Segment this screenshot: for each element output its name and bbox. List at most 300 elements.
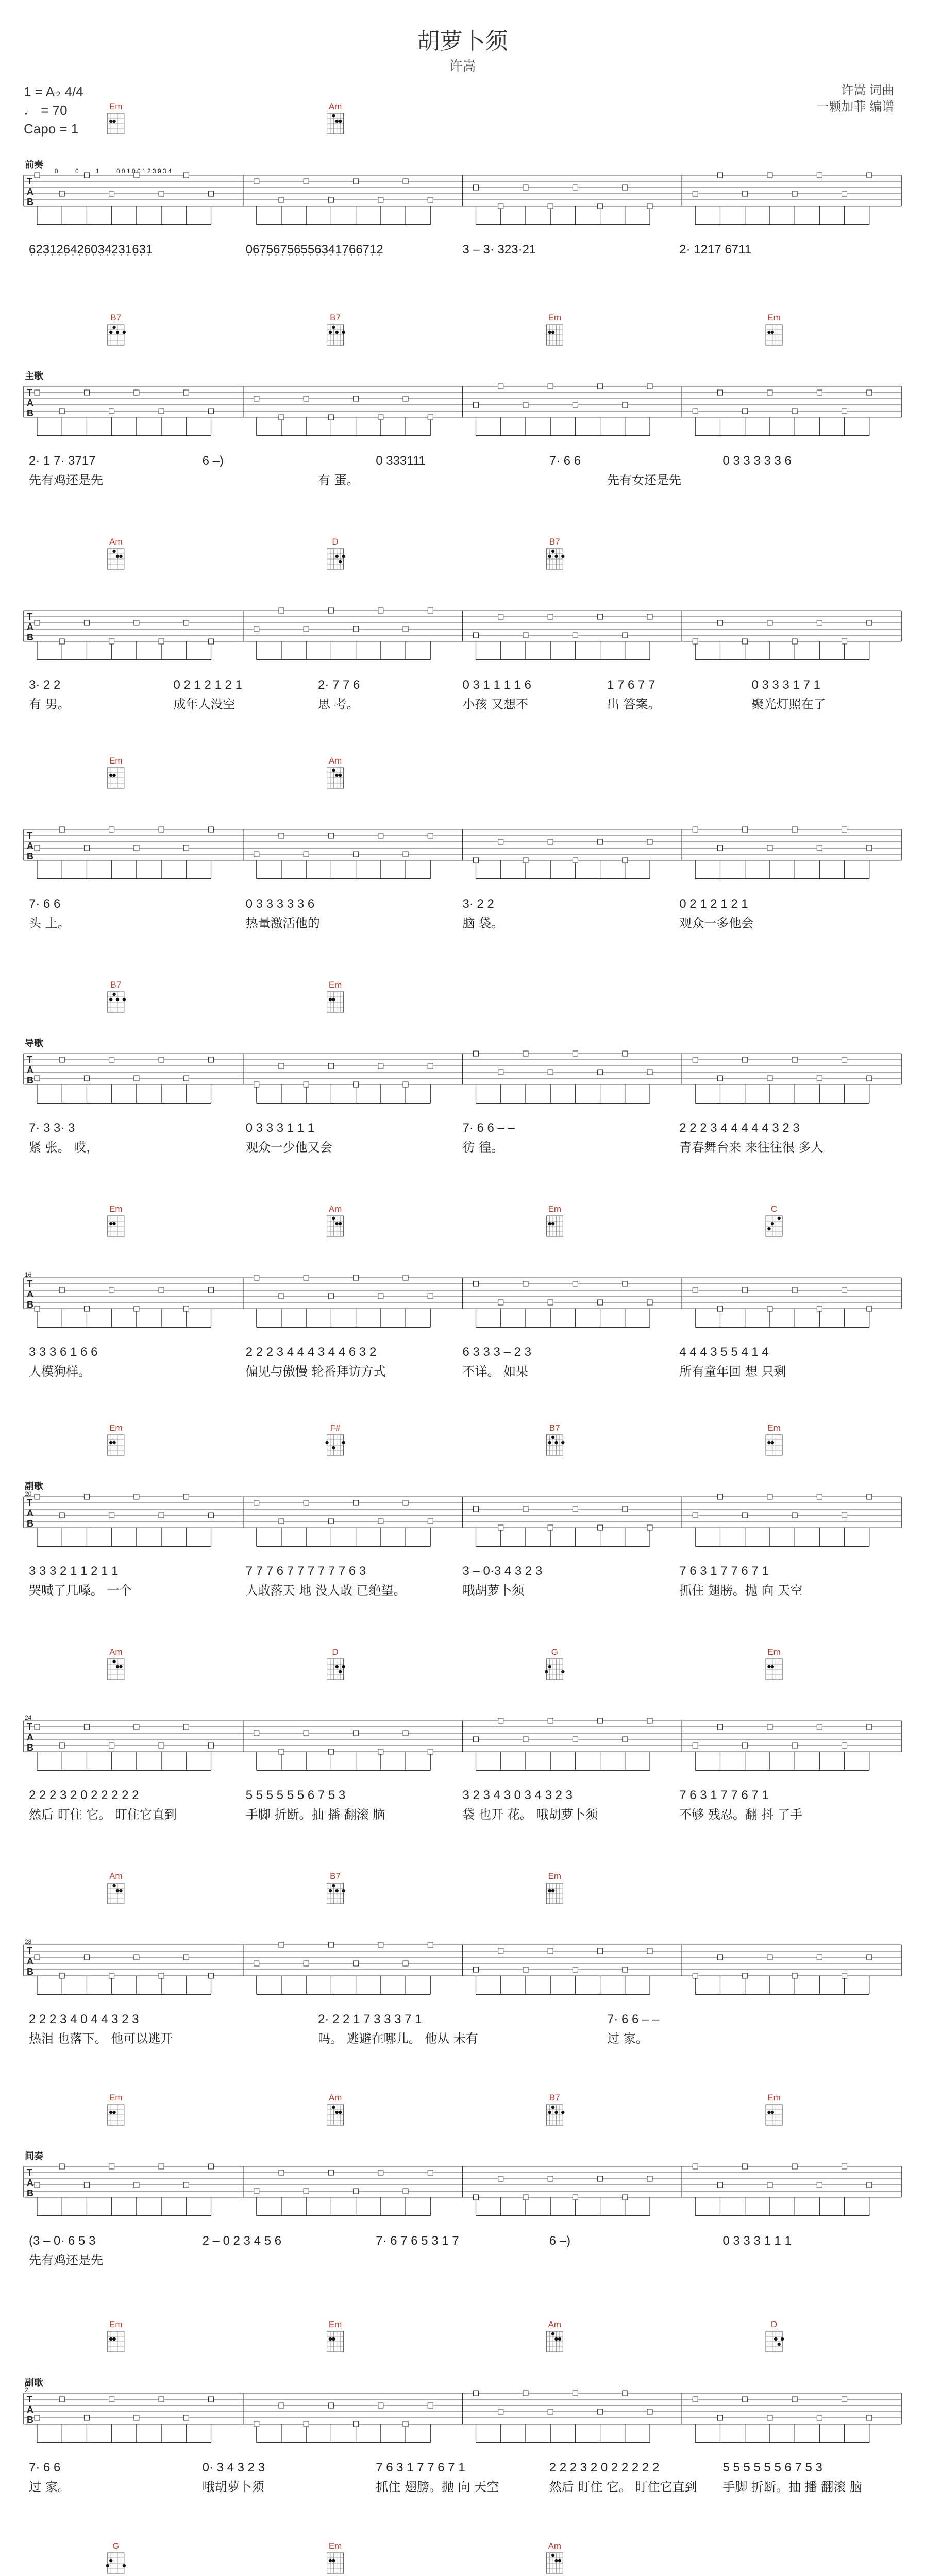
- tab-note-mark: [354, 1082, 359, 1087]
- tab-note-mark: [428, 1063, 433, 1069]
- jianpu-notation: 0 333111: [376, 454, 426, 468]
- tab-note-mark: [59, 827, 64, 832]
- fret-number: 2 3 4: [158, 167, 172, 175]
- chord-finger-dot: [767, 1665, 770, 1668]
- tab-note-mark: [717, 1494, 722, 1499]
- tab-note-mark: [304, 626, 309, 632]
- tab-note-mark: [623, 1737, 628, 1742]
- tab-note-mark: [109, 1057, 114, 1062]
- tab-note-mark: [304, 396, 309, 401]
- tab-note-mark: [304, 179, 309, 184]
- bar-number: 16: [25, 1271, 32, 1278]
- tab-clef-letter: T: [27, 2394, 32, 2404]
- lyric-line: 所有童年回 想 只剩: [679, 1364, 786, 1379]
- tab-note-mark: [498, 1070, 503, 1075]
- key-signature: 1 = A♭ 4/4: [24, 84, 83, 99]
- jianpu-notation: 2· 1217 6711: [679, 243, 751, 257]
- tab-note-mark: [693, 2164, 698, 2169]
- chord-finger-dot: [109, 1441, 112, 1444]
- tab-note-mark: [328, 2170, 333, 2175]
- tab-note-mark: [573, 402, 578, 408]
- tab-note-mark: [84, 2415, 89, 2420]
- tab-note-mark: [573, 1737, 578, 1742]
- tab-note-mark: [354, 1275, 359, 1280]
- tab-note-mark: [84, 1724, 89, 1730]
- tab-note-mark: [693, 1743, 698, 1748]
- chord-finger-dot: [342, 555, 345, 558]
- chord-finger-dot: [119, 555, 122, 558]
- tab-clef-letter: T: [27, 831, 32, 841]
- tab-note-mark: [498, 2409, 503, 2414]
- fret-number: 0: [55, 167, 58, 175]
- chord-finger-dot: [123, 331, 126, 334]
- chord-name: B7: [110, 980, 122, 990]
- tab-note-mark: [279, 415, 284, 420]
- tab-note-mark: [717, 1076, 722, 1081]
- tab-note-mark: [134, 1076, 139, 1081]
- jianpu-notation: 0 2 1 2 1 2 1: [679, 897, 748, 911]
- tab-clef-letter: B: [27, 1518, 33, 1529]
- lyric-line: 不详。 如果: [462, 1364, 529, 1379]
- tab-note-mark: [59, 1057, 64, 1062]
- tab-note-mark: [134, 390, 139, 395]
- tab-note-mark: [767, 1955, 772, 1960]
- chord-finger-dot: [335, 2111, 339, 2114]
- tab-note-mark: [743, 639, 748, 644]
- tab-note-mark: [378, 833, 383, 838]
- chord-finger-dot: [119, 1665, 122, 1668]
- jianpu-notation: 6 –): [202, 454, 224, 468]
- chord-finger-dot: [109, 331, 112, 334]
- tab-note-mark: [598, 1300, 603, 1305]
- tab-clef-letter: T: [27, 1055, 32, 1065]
- tab-note-mark: [573, 633, 578, 638]
- tab-note-mark: [867, 173, 872, 178]
- chord-finger-dot: [109, 2337, 112, 2341]
- jianpu-notation: 6 3 3 3 – 2 3: [462, 1345, 531, 1359]
- tab-note-mark: [403, 626, 408, 632]
- tab-note-mark: [474, 1051, 479, 1056]
- tab-note-mark: [209, 2164, 214, 2169]
- tab-note-mark: [693, 1057, 698, 1062]
- tab-note-mark: [183, 2415, 189, 2420]
- chord-finger-dot: [116, 331, 119, 334]
- tab-note-mark: [279, 1942, 284, 1947]
- tab-note-mark: [647, 1718, 652, 1723]
- tab-note-mark: [59, 1287, 64, 1293]
- tab-note-mark: [354, 2421, 359, 2427]
- lyric-line: 过 家。: [29, 2480, 70, 2494]
- tab-note-mark: [279, 608, 284, 613]
- tab-note-mark: [84, 845, 89, 851]
- tab-note-mark: [548, 2409, 553, 2414]
- lyric-line: 彷 徨。: [462, 1140, 504, 1155]
- tab-note-mark: [598, 1525, 603, 1530]
- chord-name: Em: [109, 101, 123, 111]
- tab-note-mark: [403, 1275, 408, 1280]
- tab-note-mark: [134, 1724, 139, 1730]
- tab-note-mark: [209, 1513, 214, 1518]
- lyric-line: 成年人没空: [173, 697, 236, 711]
- tab-note-mark: [183, 390, 189, 395]
- tab-note-mark: [548, 839, 553, 844]
- tab-note-mark: [792, 2397, 797, 2402]
- tab-note-mark: [134, 1494, 139, 1499]
- tab-note-mark: [647, 384, 652, 389]
- chord-finger-dot: [342, 331, 345, 334]
- tab-note-mark: [59, 1743, 64, 1748]
- tab-note-mark: [623, 1506, 628, 1512]
- tab-note-mark: [623, 858, 628, 863]
- chord-finger-dot: [339, 774, 342, 777]
- chord-finger-dot: [116, 1889, 119, 1892]
- tab-note-mark: [598, 204, 603, 209]
- jianpu-notation: 7 6 3 1 7 7 6 7 1: [679, 1564, 769, 1578]
- lyric-line: 抓住 翅膀。抛 向 天空: [376, 2480, 499, 2494]
- bar-number: 2.: [25, 2386, 30, 2394]
- tab-note-mark: [767, 2415, 772, 2420]
- tab-note-mark: [403, 2421, 408, 2427]
- tab-note-mark: [743, 1973, 748, 1978]
- tab-note-mark: [84, 1494, 89, 1499]
- tab-clef-letter: T: [27, 1722, 32, 1732]
- tab-note-mark: [523, 633, 528, 638]
- tab-note-mark: [867, 1955, 872, 1960]
- tab-clef-letter: A: [27, 841, 33, 851]
- tab-note-mark: [647, 2176, 652, 2181]
- jianpu-notation: 0 3 3 3 3 3 6: [245, 897, 315, 911]
- tab-note-mark: [842, 2164, 847, 2169]
- chord-finger-dot: [548, 555, 551, 558]
- chord-finger-dot: [332, 2559, 335, 2562]
- tab-note-mark: [573, 858, 578, 863]
- tab-note-mark: [354, 396, 359, 401]
- section-label: 副歌: [25, 1481, 43, 1492]
- tab-note-mark: [498, 1525, 503, 1530]
- jianpu-notation: 0̣6̣7̣5̣6̣7̣5̣6̣5̣5̣6̣3̣4̣1̣7̣6̣6̣7̣1̣2̣: [245, 243, 383, 257]
- lyric-line: 人敢落天 地 没人敢 已绝望。: [245, 1583, 406, 1598]
- tab-note-mark: [717, 1955, 722, 1960]
- tab-note-mark: [743, 1287, 748, 1293]
- lyric-line: 聚光灯照在了: [751, 697, 826, 711]
- lyric-line: 观众一少他又会: [245, 1140, 332, 1155]
- tab-note-mark: [378, 1519, 383, 1524]
- tab-note-mark: [523, 1737, 528, 1742]
- chord-finger-dot: [548, 331, 551, 334]
- lyric-line: 不够 残忍。翻 抖 了手: [679, 1807, 803, 1822]
- tab-note-mark: [867, 620, 872, 625]
- lyric-line: 紧 张。 哎，: [29, 1140, 99, 1155]
- chord-finger-dot: [554, 2111, 558, 2114]
- tab-note-mark: [134, 2182, 139, 2188]
- jianpu-notation: (3 – 0· 6 5 3: [29, 2234, 96, 2248]
- tab-note-mark: [254, 852, 259, 857]
- tab-note-mark: [743, 1057, 748, 1062]
- chord-finger-dot: [335, 1665, 339, 1668]
- jianpu-notation: 0 2 1 2 1 2 1: [173, 678, 242, 692]
- tab-note-mark: [743, 827, 748, 832]
- chord-finger-dot: [123, 998, 126, 1001]
- tab-note-mark: [523, 185, 528, 190]
- chord-finger-dot: [112, 550, 115, 553]
- chord-finger-dot: [548, 1441, 551, 1444]
- tab-note-mark: [867, 1494, 872, 1499]
- jianpu-notation: 2 2 2 3 4 4 4 4 4 3 2 3: [679, 1121, 800, 1135]
- tab-clef-letter: A: [27, 187, 33, 197]
- tab-clef-letter: T: [27, 387, 32, 398]
- tab-note-mark: [523, 402, 528, 408]
- chord-finger-dot: [112, 2111, 115, 2114]
- lyric-line: 哦胡萝卜须: [202, 2480, 264, 2494]
- section-label: 前奏: [25, 160, 43, 170]
- tab-note-mark: [403, 852, 408, 857]
- tab-note-mark: [717, 845, 722, 851]
- fret-number: 0 1 2 3 0: [137, 167, 161, 175]
- tab-note-mark: [159, 191, 164, 196]
- tab-note-mark: [378, 1294, 383, 1299]
- chord-finger-dot: [112, 1222, 115, 1225]
- tab-note-mark: [428, 608, 433, 613]
- chord-finger-dot: [112, 2337, 115, 2341]
- jianpu-notation: 0 3 1 1 1 1 6: [462, 678, 531, 692]
- tab-note-mark: [623, 402, 628, 408]
- tab-note-mark: [867, 845, 872, 851]
- jianpu-notation: 2 – 0 2 3 4 5 6: [202, 2234, 282, 2248]
- chord-name: Em: [328, 980, 342, 990]
- tab-note-mark: [767, 173, 772, 178]
- chord-finger-dot: [109, 120, 112, 123]
- chord-name: Am: [328, 756, 342, 766]
- tab-note-mark: [254, 1275, 259, 1280]
- tab-clef-letter: B: [27, 1967, 33, 1977]
- tab-note-mark: [817, 1955, 822, 1960]
- tab-note-mark: [647, 1525, 652, 1530]
- chord-finger-dot: [551, 331, 554, 334]
- tab-note-mark: [817, 1494, 822, 1499]
- tab-note-mark: [209, 1287, 214, 1293]
- tab-note-mark: [209, 1743, 214, 1748]
- section-label: 副歌: [25, 2378, 43, 2388]
- chord-name: D: [770, 2319, 778, 2329]
- chord-finger-dot: [329, 998, 332, 1001]
- tab-note-mark: [623, 2195, 628, 2200]
- tab-note-mark: [647, 839, 652, 844]
- tab-note-mark: [573, 185, 578, 190]
- tab-note-mark: [817, 1724, 822, 1730]
- tab-note-mark: [403, 179, 408, 184]
- tab-note-mark: [842, 1287, 847, 1293]
- lyric-line: 然后 盯住 它。 盯住它直到: [549, 2480, 697, 2494]
- tab-note-mark: [378, 2403, 383, 2408]
- tab-note-mark: [817, 2182, 822, 2188]
- tab-note-mark: [474, 2391, 479, 2396]
- chord-finger-dot: [551, 2106, 554, 2109]
- tab-note-mark: [842, 1743, 847, 1748]
- chord-finger-dot: [781, 2337, 784, 2341]
- tab-note-mark: [767, 620, 772, 625]
- tab-note-mark: [548, 614, 553, 619]
- tab-note-mark: [109, 1287, 114, 1293]
- tab-note-mark: [279, 2170, 284, 2175]
- tab-note-mark: [328, 608, 333, 613]
- tab-note-mark: [842, 1513, 847, 1518]
- chord-finger-dot: [767, 1441, 770, 1444]
- tab-note-mark: [35, 173, 40, 178]
- chord-finger-dot: [109, 998, 112, 1001]
- tab-note-mark: [598, 2176, 603, 2181]
- tab-note-mark: [867, 1076, 872, 1081]
- tab-clef-letter: T: [27, 1279, 32, 1289]
- tab-clef-letter: B: [27, 1075, 33, 1086]
- tab-note-mark: [867, 2415, 872, 2420]
- chord-finger-dot: [548, 1889, 551, 1892]
- chord-name: Am: [328, 101, 342, 111]
- tab-clef-letter: A: [27, 398, 33, 408]
- tab-note-mark: [378, 1749, 383, 1754]
- tab-note-mark: [428, 1519, 433, 1524]
- tab-note-mark: [598, 1948, 603, 1954]
- chord-finger-dot: [112, 1884, 115, 1887]
- tab-note-mark: [84, 173, 89, 178]
- chord-name: Em: [109, 1204, 123, 1214]
- chord-finger-dot: [558, 2559, 561, 2562]
- tab-note-mark: [403, 396, 408, 401]
- tab-note-mark: [548, 1718, 553, 1723]
- tab-note-mark: [109, 2397, 114, 2402]
- chord-finger-dot: [767, 2111, 770, 2114]
- tab-note-mark: [159, 1287, 164, 1293]
- jianpu-notation: 2· 7 7 6: [318, 678, 360, 692]
- tab-note-mark: [867, 390, 872, 395]
- tab-note-mark: [328, 197, 333, 202]
- tab-note-mark: [159, 1743, 164, 1748]
- section-label: 导歌: [25, 1038, 43, 1048]
- chord-name: Em: [328, 2319, 342, 2329]
- tab-note-mark: [573, 1967, 578, 1972]
- chord-finger-dot: [329, 1889, 332, 1892]
- chord-name: B7: [330, 313, 341, 323]
- tab-note-mark: [792, 1513, 797, 1518]
- tab-note-mark: [159, 2164, 164, 2169]
- tab-note-mark: [304, 852, 309, 857]
- chord-finger-dot: [339, 2111, 342, 2114]
- tab-note-mark: [183, 1724, 189, 1730]
- chord-finger-dot: [767, 331, 770, 334]
- chord-finger-dot: [561, 2111, 564, 2114]
- chord-finger-dot: [554, 2337, 558, 2341]
- tab-note-mark: [792, 1057, 797, 1062]
- tab-note-mark: [159, 1513, 164, 1518]
- tab-clef-letter: B: [27, 1742, 33, 1753]
- chord-name: Am: [548, 2319, 562, 2329]
- chord-name: Em: [109, 2093, 123, 2103]
- tab-note-mark: [254, 1082, 259, 1087]
- lyric-line: 过 家。: [607, 2031, 648, 2046]
- capo-marking: Capo = 1: [24, 121, 79, 137]
- tab-note-mark: [474, 633, 479, 638]
- chord-finger-dot: [771, 331, 774, 334]
- tab-note-mark: [474, 858, 479, 863]
- tab-note-mark: [354, 1961, 359, 1966]
- tab-note-mark: [717, 173, 722, 178]
- tab-note-mark: [867, 2182, 872, 2188]
- chord-finger-dot: [342, 1441, 345, 1444]
- tab-note-mark: [183, 845, 189, 851]
- tab-clef-letter: A: [27, 2178, 33, 2188]
- tab-note-mark: [842, 409, 847, 414]
- song-title: 胡萝卜须: [417, 29, 508, 54]
- chord-finger-dot: [329, 331, 332, 334]
- tab-clef-letter: B: [27, 197, 33, 207]
- chord-name: Am: [109, 1647, 123, 1657]
- tab-note-mark: [548, 1070, 553, 1075]
- tab-note-mark: [743, 1743, 748, 1748]
- tab-note-mark: [598, 839, 603, 844]
- tab-note-mark: [134, 1955, 139, 1960]
- chord-finger-dot: [777, 2343, 780, 2346]
- fret-number: 0 0 1 0: [116, 167, 136, 175]
- chord-finger-dot: [339, 120, 342, 123]
- tab-note-mark: [328, 1063, 333, 1069]
- tab-note-mark: [767, 1076, 772, 1081]
- jianpu-notation: 7· 6 6: [29, 2461, 61, 2475]
- tab-note-mark: [767, 1494, 772, 1499]
- chord-finger-dot: [342, 1889, 345, 1892]
- tab-note-mark: [109, 1513, 114, 1518]
- chord-name: Em: [109, 2319, 123, 2329]
- tab-note-mark: [109, 1973, 114, 1978]
- tab-note-mark: [183, 173, 189, 178]
- tab-note-mark: [548, 1300, 553, 1305]
- tab-note-mark: [817, 845, 822, 851]
- tab-note-mark: [35, 1076, 40, 1081]
- tab-note-mark: [573, 2391, 578, 2396]
- chord-name: G: [551, 1647, 558, 1657]
- chord-finger-dot: [548, 1222, 551, 1225]
- bar-number: 20: [25, 1490, 32, 1497]
- tab-note-mark: [573, 2195, 578, 2200]
- tab-note-mark: [474, 1506, 479, 1512]
- tab-note-mark: [647, 204, 652, 209]
- chord-name: Am: [328, 2093, 342, 2103]
- jianpu-notation: 3· 2 2: [462, 897, 494, 911]
- tab-note-mark: [693, 409, 698, 414]
- tab-note-mark: [767, 1306, 772, 1311]
- tab-note-mark: [693, 2397, 698, 2402]
- tab-note-mark: [403, 1500, 408, 1505]
- tab-note-mark: [354, 1731, 359, 1736]
- tab-note-mark: [109, 2164, 114, 2169]
- tab-note-mark: [693, 1513, 698, 1518]
- tab-note-mark: [159, 827, 164, 832]
- tab-note-mark: [304, 2421, 309, 2427]
- tab-note-mark: [279, 2403, 284, 2408]
- chord-finger-dot: [112, 1660, 115, 1663]
- chord-name: B7: [549, 2093, 560, 2103]
- tab-note-mark: [304, 1500, 309, 1505]
- tab-note-mark: [354, 179, 359, 184]
- chord-finger-dot: [116, 998, 119, 1001]
- lyric-line: 思 考。: [318, 697, 359, 711]
- tab-note-mark: [428, 1749, 433, 1754]
- tab-note-mark: [354, 1500, 359, 1505]
- tab-note-mark: [254, 2189, 259, 2194]
- lyric-line: 手脚 折断。抽 播 翻滚 脑: [722, 2480, 862, 2494]
- jianpu-notation: 3 – 3· 323·21: [462, 243, 536, 257]
- tab-note-mark: [792, 2164, 797, 2169]
- chord-finger-dot: [329, 2559, 332, 2562]
- tab-note-mark: [35, 1306, 40, 1311]
